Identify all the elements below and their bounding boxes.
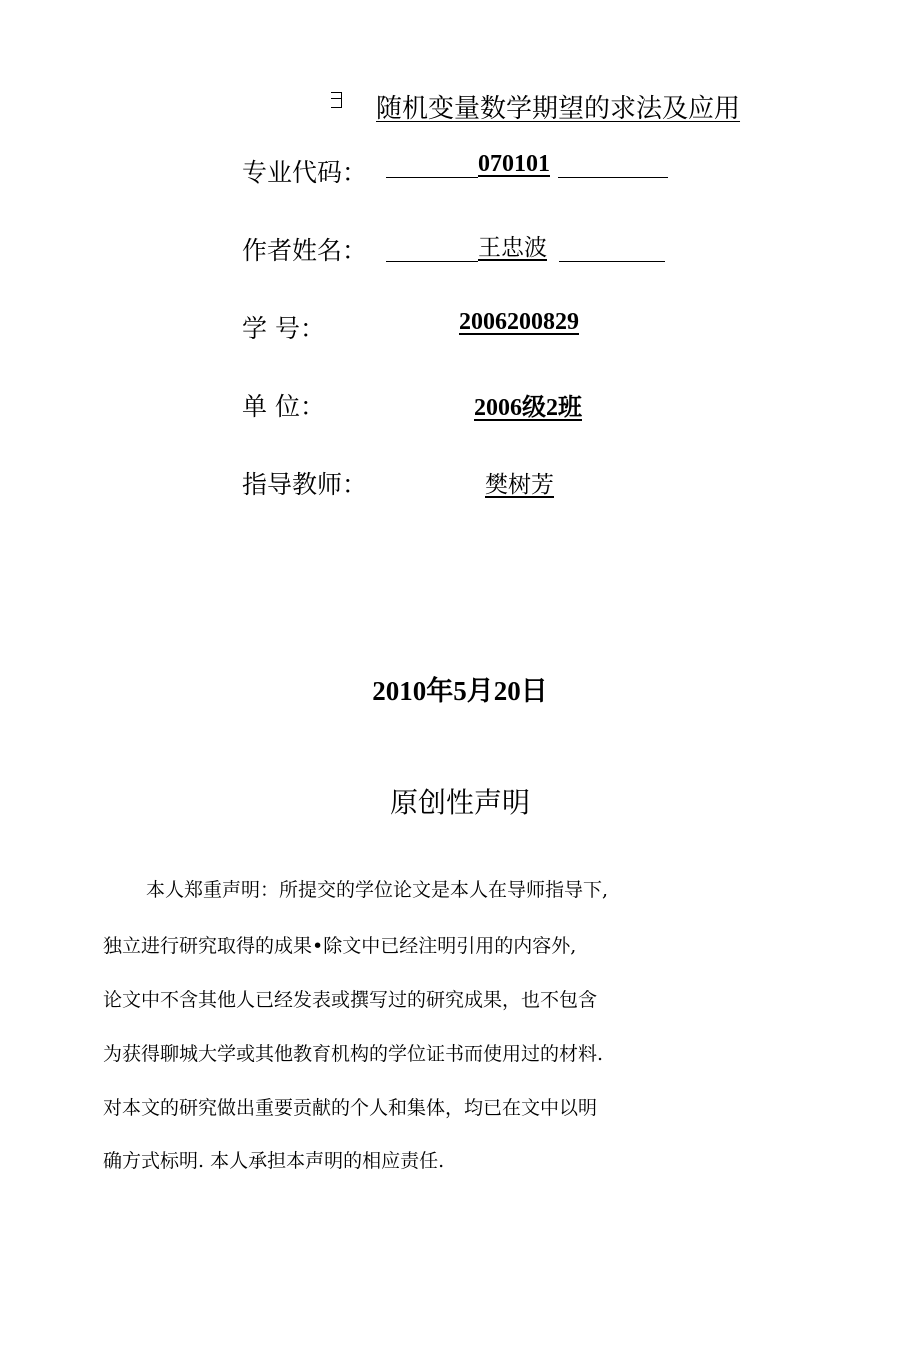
author-field [386,229,665,262]
statement-line-5: 对本文的研究做出重要贡献的个人和集体，均已在文中以明 [103,1097,598,1119]
unit-value: 2006级2班 [474,395,582,421]
student-id-label: 学 号： [242,314,325,343]
advisor-label: 指导教师： [242,470,368,499]
statement-line-1: 本人郑重声明：所提交的学位论文是本人在导师指导下, [146,879,609,901]
unit-label: 单 位： [242,392,325,421]
title-marker-icon [331,92,342,108]
statement-line-6: 确方式标明. 本人承担本声明的相应责任. [103,1150,445,1172]
date: 2010年5月20日 [372,676,548,706]
major-code-field [386,151,668,178]
statement-line-2: 独立进行研究取得的成果•除文中已经注明引用的内容外, [103,935,577,957]
author-value: 王忠波 [478,235,547,261]
blank-underline [386,235,478,262]
blank-underline [558,151,668,178]
major-code-value: 070101 [478,151,550,177]
author-label: 作者姓名： [242,236,368,265]
major-code-label: 专业代码： [242,158,368,187]
statement-heading: 原创性声明 [389,786,530,819]
student-id-value: 2006200829 [459,309,579,335]
blank-underline [386,151,478,178]
thesis-title: 随机变量数学期望的求法及应用 [376,94,741,124]
statement-line-3: 论文中不含其他人已经发表或撰写过的研究成果，也不包含 [103,989,598,1011]
statement-line-4: 为获得聊城大学或其他教育机构的学位证书而使用过的材料. [103,1043,604,1065]
advisor-value: 樊树芳 [485,472,554,498]
blank-underline [559,235,665,262]
